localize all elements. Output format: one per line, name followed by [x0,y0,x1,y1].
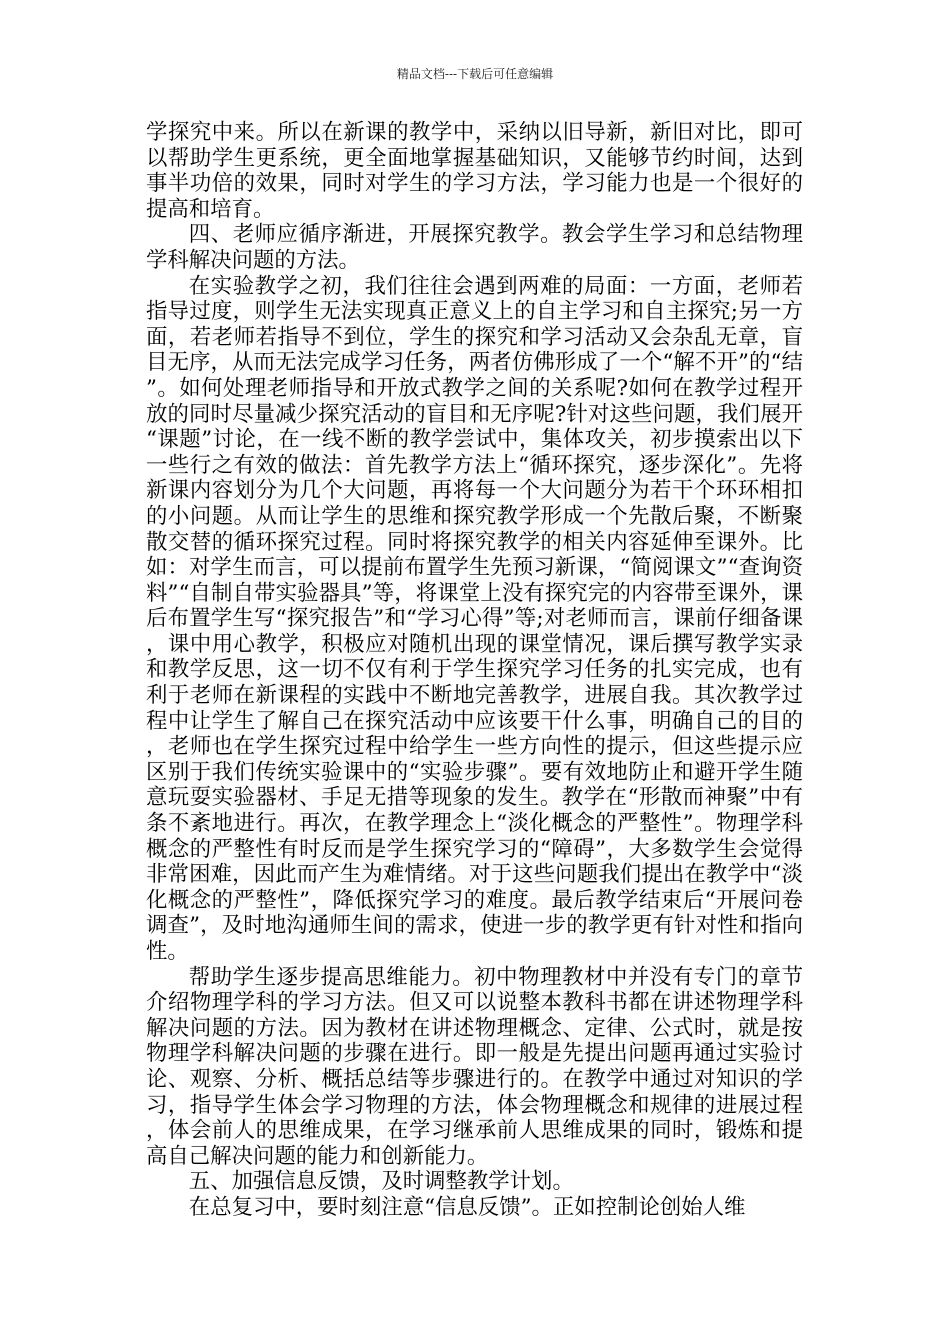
paragraph-experiment-teaching: 在实验教学之初，我们往往会遇到两难的局面：一方面，老师若指导过度，则学生无法实现真正意义上的自主学习和自主探究;另一方面，若老师若指导不到位，学生的探究和学习活动又会杂乱无章，盲目无序，从而无法完成学习任务，两者仿佛形成了一个“解不开”的“结”。如何处理老师指导和开放式教学之间的关系呢?如何在教学过程开放的同时尽量减少探究活动的盲目和无序呢?针对这些问题，我们展开“课题”讨论，在一线不断的教学尝试中，集体攻关，初步摸索出以下一些行之有效的做法：首先教学方法上“循环探究，逐步深化”。先将新课内容划分为几个大问题，再将每一个大问题分为若干个环环相扣的小问题。从而让学生的思维和探究教学形成一个先散后聚，不断聚散交替的循环探究过程。同时将探究教学的相关内容延伸至课外。比如：对学生而言，可以提前布置学生先预习新课，“简阅课文”“查询资料”“自制自带实验器具”等，将课堂上没有探究完的内容带至课外，课后布置学生写“探究报告”和“学习心得”等;对老师而言，课前仔细备课，课中用心教学，积极应对随机出现的课堂情况，课后撰写教学实录和教学反思，这一切不仅有利于学生探究学习任务的扎实完成，也有利于老师在新课程的实践中不断地完善教学，进展自我。其次教学过程中让学生了解自己在探究活动中应该要干什么事，明确自己的目的，老师也在学生探究过程中给学生一些方向性的提示，但这些提示应区别于我们传统实验课中的“实验步骤”。要有效地防止和避开学生随意玩耍实验器材、手足无措等现象的发生。教学在“形散而神聚”中有条不紊地进行。再次，在教学理念上“淡化概念的严整性”。物理学科概念的严整性有时反而是学生探究学习的“障碍”，大多数学生会觉得非常困难，因此而产生为难情绪。对于这些问题我们提出在教学中“淡化概念的严整性”，降低探究学习的难度。最后教学结束后“开展问卷调查”，及时地沟通师生间的需求，使进一步的教学更有针对性和指向性。 [146,273,803,964]
paragraph-section-five-heading: 五、加强信息反馈，及时调整教学计划。 [188,1169,574,1195]
paragraph-review-feedback: 在总复习中，要时刻注意“信息反馈”。正如控制论创始人维 [188,1194,746,1220]
document-body [146,120,803,1221]
paragraph-section-four-heading: 四、老师应循序渐进，开展探究教学。教会学生学习和总结物理学科解决问题的方法。 [146,222,803,273]
paragraph-thinking-ability: 帮助学生逐步提高思维能力。初中物理教材中并没有专门的章节介绍物理学科的学习方法。但又可以说整本教科书都在讲述物理学科解决问题的方法。因为教材在讲述物理概念、定律、公式时，就是按物理学科解决问题的步骤在进行。即一般是先提出问题再通过实验讨论、观察、分析、概括总结等步骤进行的。在教学中通过对知识的学习，指导学生体会学习物理的方法，体会物理概念和规律的进展过程，体会前人的思维成果，在学习继承前人思维成果的同时，锻炼和提高自己解决问题的能力和创新能力。 [146,964,803,1169]
page-header: 精品文档---下载后可任意编辑 [396,67,554,81]
paragraph-continuation: 学探究中来。所以在新课的教学中，采纳以旧导新，新旧对比，即可以帮助学生更系统，更全面地掌握基础知识，又能够节约时间，达到事半功倍的效果，同时对学生的学习方法，学习能力也是一个很好的提高和培育。 [146,120,803,222]
